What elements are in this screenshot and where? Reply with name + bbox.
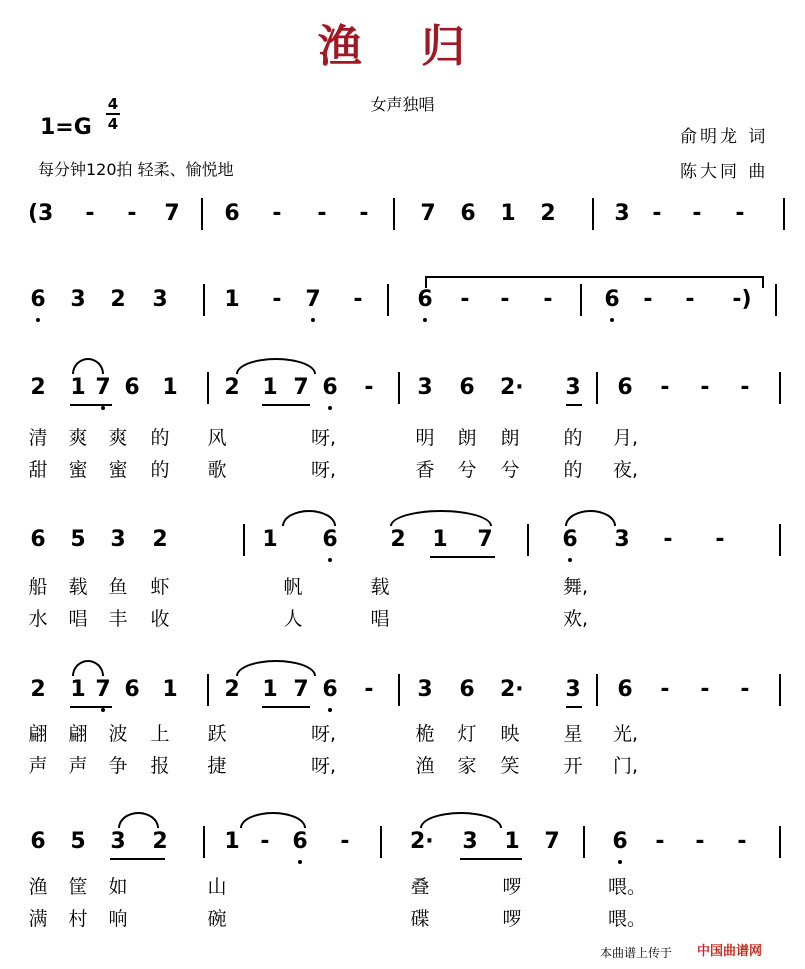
lyric-syllable: 响 — [108, 908, 128, 930]
lyric-syllable: 朗 — [500, 427, 520, 449]
note: - — [500, 287, 510, 312]
note: 6 — [224, 201, 240, 226]
barline — [779, 524, 781, 556]
barline — [783, 198, 785, 230]
eighth-note-underline — [262, 706, 310, 708]
eighth-note-underline — [566, 706, 582, 708]
slur-mark — [390, 510, 492, 526]
note: 6 — [30, 527, 46, 552]
lyric-syllable: 欢, — [563, 608, 589, 630]
barline — [243, 524, 245, 556]
lyric-syllable: 人 — [283, 608, 303, 630]
note: 3 — [110, 527, 126, 552]
lyric-syllable: 如 — [108, 876, 128, 898]
lower-octave-dot — [36, 318, 40, 322]
note: 6 — [604, 287, 620, 312]
lyric-syllable: 蜜 — [68, 459, 88, 481]
note: - — [737, 829, 747, 854]
note: - — [272, 287, 282, 312]
barline — [393, 198, 395, 230]
note: 6 — [124, 375, 140, 400]
note: 1 — [70, 375, 86, 400]
note: 6 — [124, 677, 140, 702]
note: - — [317, 201, 327, 226]
slur-mark — [236, 358, 316, 374]
lyric-line-v1_d — [0, 872, 805, 896]
note: - — [364, 375, 374, 400]
lyric-syllable: 喂。 — [608, 876, 647, 898]
note: - — [543, 287, 553, 312]
lyric-line-v2_b — [0, 604, 805, 628]
note: - — [700, 375, 710, 400]
note: - — [692, 201, 702, 226]
note: 3 — [417, 375, 433, 400]
lyric-syllable: 虾 — [150, 576, 170, 598]
lower-octave-dot — [423, 318, 427, 322]
slur-mark — [118, 812, 159, 828]
song-title: 渔 归 — [317, 21, 488, 72]
lyric-syllable: 碗 — [207, 908, 227, 930]
note: 7 — [305, 287, 321, 312]
barline — [201, 198, 203, 230]
lyric-syllable: 渔 — [28, 876, 48, 898]
lyric-syllable: 船 — [28, 576, 48, 598]
lyric-syllable: 满 — [28, 908, 48, 930]
barline — [203, 826, 205, 858]
note: 3 — [70, 287, 86, 312]
note: 3 — [462, 829, 478, 854]
note: - — [272, 201, 282, 226]
site-logo: 中国曲谱网 — [697, 944, 763, 959]
barline — [207, 674, 209, 706]
note: 2 — [390, 527, 406, 552]
note: 6 — [30, 829, 46, 854]
time-sig-top: 4 — [107, 95, 119, 113]
lyric-syllable: 帆 — [283, 576, 303, 598]
lyricist-credit: 俞明龙 词 — [680, 127, 769, 147]
lyric-syllable: 呀, — [311, 723, 337, 745]
lyric-syllable: 渔 — [415, 755, 435, 777]
slur-mark — [282, 510, 336, 526]
lyric-syllable: 跃 — [207, 723, 227, 745]
lyric-syllable: 家 — [457, 755, 477, 777]
lower-octave-dot — [568, 558, 572, 562]
slur-mark — [236, 660, 316, 676]
note: 7 — [164, 201, 180, 226]
subtitle: 女声独唱 — [370, 95, 435, 114]
barline — [207, 372, 209, 404]
lower-octave-dot — [298, 860, 302, 864]
note: - — [643, 287, 653, 312]
lyric-syllable: 舞, — [563, 576, 589, 598]
note: 1 — [262, 677, 278, 702]
staff-row-3 — [0, 370, 805, 410]
note: - — [353, 287, 363, 312]
note: 5 — [70, 829, 86, 854]
lyric-syllable: 风 — [207, 427, 227, 449]
barline — [387, 284, 389, 316]
lyric-syllable: 争 — [108, 755, 128, 777]
note: - — [127, 201, 137, 226]
note: 6 — [617, 677, 633, 702]
lyric-syllable: 夜, — [613, 459, 639, 481]
barline — [775, 284, 777, 316]
lyric-syllable: 波 — [108, 723, 128, 745]
eighth-note-underline — [70, 706, 112, 708]
note: 2· — [500, 375, 524, 400]
lyric-line-v2_d — [0, 904, 805, 928]
eighth-note-underline — [430, 556, 495, 558]
lyric-syllable: 声 — [68, 755, 88, 777]
lyric-syllable: 桅 — [415, 723, 435, 745]
lyric-syllable: 啰 — [502, 908, 522, 930]
slur-mark — [240, 812, 306, 828]
note: 6 — [292, 829, 308, 854]
lyric-syllable: 灯 — [457, 723, 477, 745]
lyric-syllable: 村 — [68, 908, 88, 930]
lyric-syllable: 笑 — [500, 755, 520, 777]
note: 6 — [459, 375, 475, 400]
barline — [580, 284, 582, 316]
lyric-syllable: 甜 — [28, 459, 48, 481]
tempo-marking: 每分钟120拍 轻柔、愉悦地 — [38, 160, 234, 179]
note: 6 — [322, 527, 338, 552]
note: 7 — [293, 677, 309, 702]
note: 6 — [460, 201, 476, 226]
note: 1 — [162, 375, 178, 400]
note: - — [655, 829, 665, 854]
note: 7 — [95, 677, 111, 702]
barline — [596, 372, 598, 404]
lyric-syllable: 丰 — [108, 608, 128, 630]
barline — [380, 826, 382, 858]
lyric-syllable: 啰 — [502, 876, 522, 898]
lyric-syllable: 兮 — [500, 459, 520, 481]
note: 7 — [544, 829, 560, 854]
lyric-syllable: 翩 — [28, 723, 48, 745]
note: - — [85, 201, 95, 226]
note: 6 — [417, 287, 433, 312]
note: - — [663, 527, 673, 552]
staff-row-6 — [0, 824, 805, 864]
note: - — [460, 287, 470, 312]
staff-row-4 — [0, 522, 805, 562]
composer-credit: 陈大同 曲 — [680, 162, 769, 182]
note: 6 — [459, 677, 475, 702]
note: 2· — [500, 677, 524, 702]
eighth-note-underline — [110, 858, 165, 860]
note: - — [660, 677, 670, 702]
lyric-syllable: 星 — [563, 723, 583, 745]
note: - — [695, 829, 705, 854]
note: 3 — [565, 375, 581, 400]
note: - — [652, 201, 662, 226]
barline — [592, 198, 594, 230]
lyric-syllable: 水 — [28, 608, 48, 630]
note: 1 — [262, 527, 278, 552]
note: 1 — [262, 375, 278, 400]
lyric-syllable: 朗 — [457, 427, 477, 449]
barline — [527, 524, 529, 556]
lower-octave-dot — [311, 318, 315, 322]
note: 2 — [152, 829, 168, 854]
note: - — [364, 677, 374, 702]
staff-row-1 — [0, 196, 805, 236]
lyric-syllable: 载 — [68, 576, 88, 598]
lyric-line-v2_a — [0, 455, 805, 479]
note: 6 — [562, 527, 578, 552]
lyric-syllable: 呀, — [311, 427, 337, 449]
key-signature: 1=G — [40, 115, 92, 140]
lyric-syllable: 上 — [150, 723, 170, 745]
note: 3 — [565, 677, 581, 702]
note: - — [740, 375, 750, 400]
lyric-syllable: 翩 — [68, 723, 88, 745]
staff-row-2 — [0, 282, 805, 322]
lower-octave-dot — [610, 318, 614, 322]
lyric-syllable: 月, — [613, 427, 639, 449]
note: -) — [732, 287, 752, 312]
barline — [596, 674, 598, 706]
time-signature — [106, 96, 120, 132]
slur-mark — [72, 660, 104, 676]
lyric-syllable: 载 — [370, 576, 390, 598]
lyric-syllable: 唱 — [370, 608, 390, 630]
note: 7 — [477, 527, 493, 552]
barline — [203, 284, 205, 316]
note: 1 — [432, 527, 448, 552]
lyric-line-v1_c — [0, 719, 805, 743]
note: 6 — [30, 287, 46, 312]
lyric-syllable: 声 — [28, 755, 48, 777]
lyric-syllable: 叠 — [410, 876, 430, 898]
note: 2 — [30, 375, 46, 400]
note: 1 — [500, 201, 516, 226]
note: - — [260, 829, 270, 854]
barline — [779, 674, 781, 706]
lyric-syllable: 香 — [415, 459, 435, 481]
slur-mark — [420, 812, 502, 828]
barline — [398, 674, 400, 706]
note: 2 — [110, 287, 126, 312]
note: 3 — [110, 829, 126, 854]
lyric-syllable: 筐 — [68, 876, 88, 898]
lower-octave-dot — [328, 558, 332, 562]
lyric-syllable: 开 — [563, 755, 583, 777]
lyric-syllable: 的 — [563, 459, 583, 481]
note: 1 — [224, 829, 240, 854]
note: 1 — [162, 677, 178, 702]
lyric-syllable: 呀, — [311, 755, 337, 777]
note: 7 — [95, 375, 111, 400]
lyric-syllable: 山 — [207, 876, 227, 898]
note: 3 — [417, 677, 433, 702]
note: (3 — [28, 201, 54, 226]
lyric-syllable: 爽 — [68, 427, 88, 449]
note: 1 — [70, 677, 86, 702]
lyric-syllable: 蜜 — [108, 459, 128, 481]
lyric-syllable: 喂。 — [608, 908, 647, 930]
lyric-line-v1_b — [0, 572, 805, 596]
lyric-syllable: 收 — [150, 608, 170, 630]
slur-mark — [425, 276, 764, 288]
note: 2· — [410, 829, 434, 854]
staff-row-5 — [0, 672, 805, 712]
barline — [779, 826, 781, 858]
note: 3 — [614, 527, 630, 552]
note: - — [660, 375, 670, 400]
lyric-syllable: 的 — [563, 427, 583, 449]
note: - — [715, 527, 725, 552]
note: 7 — [420, 201, 436, 226]
lower-octave-dot — [618, 860, 622, 864]
slur-mark — [72, 358, 104, 374]
note: - — [735, 201, 745, 226]
lyric-syllable: 鱼 — [108, 576, 128, 598]
lyric-syllable: 爽 — [108, 427, 128, 449]
barline — [583, 826, 585, 858]
note: 6 — [322, 375, 338, 400]
lower-octave-dot — [101, 406, 105, 410]
note: 6 — [612, 829, 628, 854]
note: 7 — [293, 375, 309, 400]
note: 3 — [614, 201, 630, 226]
note: - — [359, 201, 369, 226]
note: - — [685, 287, 695, 312]
time-sig-bottom: 4 — [107, 115, 119, 133]
lyric-syllable: 清 — [28, 427, 48, 449]
note: 1 — [224, 287, 240, 312]
note: 2 — [224, 677, 240, 702]
lyric-syllable: 捷 — [207, 755, 227, 777]
note: - — [700, 677, 710, 702]
note: - — [740, 677, 750, 702]
note: 6 — [617, 375, 633, 400]
lyric-syllable: 唱 — [68, 608, 88, 630]
note: 2 — [152, 527, 168, 552]
note: 2 — [540, 201, 556, 226]
eighth-note-underline — [70, 404, 112, 406]
slur-mark — [565, 510, 616, 526]
lyric-syllable: 呀, — [311, 459, 337, 481]
lyric-syllable: 歌 — [207, 459, 227, 481]
note: 6 — [322, 677, 338, 702]
note: - — [340, 829, 350, 854]
eighth-note-underline — [460, 858, 522, 860]
lower-octave-dot — [328, 406, 332, 410]
lyric-syllable: 碟 — [410, 908, 430, 930]
barline — [398, 372, 400, 404]
lyric-syllable: 明 — [415, 427, 435, 449]
note: 2 — [30, 677, 46, 702]
eighth-note-underline — [262, 404, 310, 406]
barline — [779, 372, 781, 404]
lyric-syllable: 报 — [150, 755, 170, 777]
lyric-syllable: 映 — [500, 723, 520, 745]
lyric-syllable: 的 — [150, 459, 170, 481]
note: 5 — [70, 527, 86, 552]
note: 1 — [504, 829, 520, 854]
lyric-line-v2_c — [0, 751, 805, 775]
eighth-note-underline — [566, 404, 582, 406]
lyric-syllable: 光, — [613, 723, 639, 745]
lyric-syllable: 兮 — [457, 459, 477, 481]
note: 2 — [224, 375, 240, 400]
lyric-syllable: 的 — [150, 427, 170, 449]
note: 3 — [152, 287, 168, 312]
lyric-line-v1_a — [0, 423, 805, 447]
lower-octave-dot — [101, 708, 105, 712]
footer-text: 本曲谱上传于 — [600, 946, 673, 960]
lower-octave-dot — [328, 708, 332, 712]
lyric-syllable: 门, — [613, 755, 639, 777]
